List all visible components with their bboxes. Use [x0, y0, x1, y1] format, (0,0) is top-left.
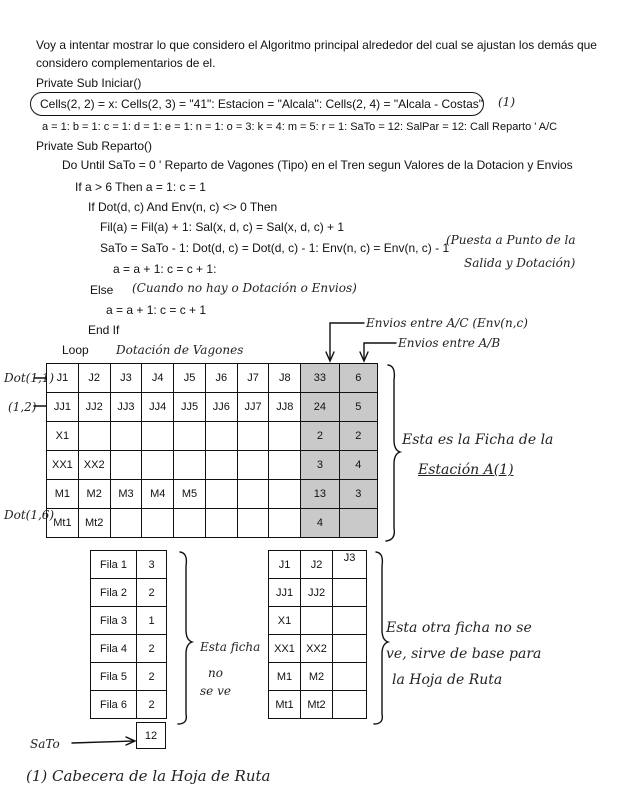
- table-cell: J7: [237, 364, 269, 393]
- table-cell: M1: [269, 663, 301, 691]
- table-cell: JJ1: [269, 579, 301, 607]
- table-cell: J3: [110, 364, 142, 393]
- note-sato: SaTo: [30, 737, 60, 751]
- table-cell: M5: [174, 480, 206, 509]
- code-inc-2: a = a + 1: c = c + 1: [106, 303, 207, 317]
- code-sub-iniciar: Private Sub Iniciar(): [36, 76, 142, 90]
- table-cell: J1: [269, 551, 301, 579]
- table-cell: J6: [205, 364, 237, 393]
- fila-table-brace: [178, 552, 192, 724]
- note-esta-ficha-3: se ve: [200, 684, 231, 698]
- table-cell: JJ4: [142, 393, 174, 422]
- main-table-brace: [386, 365, 400, 541]
- table-cell: XX1: [47, 451, 79, 480]
- table-cell: 5: [339, 393, 377, 422]
- table-cell: M1: [47, 480, 79, 509]
- table-cell: Fila 3: [91, 607, 137, 635]
- note-esta-ficha-1: Esta ficha: [200, 640, 261, 654]
- table-cell: 2: [137, 663, 167, 691]
- table-cell: 1: [137, 607, 167, 635]
- table-cell: 6: [339, 364, 377, 393]
- code-fil: Fil(a) = Fil(a) + 1: Sal(x, d, c) = Sal(x, d, c) + 1: [100, 220, 345, 234]
- table-cell: 3: [301, 451, 339, 480]
- table-cell: 4: [339, 451, 377, 480]
- small-table-brace: [374, 552, 388, 724]
- note-dot-1-2: (1,2): [8, 400, 37, 414]
- note-ficha-2: Estación A(1): [418, 462, 514, 478]
- table-cell: JJ8: [269, 393, 301, 422]
- table-cell: JJ3: [110, 393, 142, 422]
- code-cells: Cells(2, 2) = x: Cells(2, 3) = "41": Estacion = "Alcala": Cells(2, 4) = "Alcala - Costas": [40, 97, 484, 111]
- table-cell: Fila 2: [91, 579, 137, 607]
- table-cell: J1: [47, 364, 79, 393]
- table-cell: 3: [137, 551, 167, 579]
- note-puesta-1: (Puesta a Punto de la: [446, 233, 576, 247]
- table-cell: J8: [269, 364, 301, 393]
- table-cell: M2: [301, 663, 333, 691]
- table-cell: J2: [301, 551, 333, 579]
- intro-line-1: Voy a intentar mostrar lo que considero el Algoritmo principal alrededor del cual se ajustan los demás que: [36, 38, 597, 52]
- table-cell: Fila 5: [91, 663, 137, 691]
- table-cell: J5: [174, 364, 206, 393]
- note-puesta-2: Salida y Dotación): [464, 256, 576, 270]
- table-cell: 2: [339, 422, 377, 451]
- code-loop: Loop: [62, 343, 89, 357]
- envios-ab-arrow-icon: [364, 343, 396, 360]
- table-cell: M3: [110, 480, 142, 509]
- table-cell: J4: [142, 364, 174, 393]
- code-sub-reparto: Private Sub Reparto(): [36, 139, 153, 153]
- table-cell: JJ1: [47, 393, 79, 422]
- table-cell: JJ6: [205, 393, 237, 422]
- table-cell: 2: [137, 635, 167, 663]
- table-cell: 2: [301, 422, 339, 451]
- table-cell: XX2: [78, 451, 110, 480]
- intro-line-2: considero complementarios de el.: [36, 56, 216, 70]
- table-cell: Mt1: [269, 691, 301, 719]
- note-envios-ac: Envios entre A/C (Env(n,c): [366, 316, 528, 330]
- table-cell: Mt2: [78, 509, 110, 538]
- code-if-dot: If Dot(d, c) And Env(n, c) <> 0 Then: [88, 200, 278, 214]
- table-cell: M4: [142, 480, 174, 509]
- code-inc-1: a = a + 1: c = c + 1:: [113, 262, 217, 276]
- table-cell: JJ2: [301, 579, 333, 607]
- table-cell: X1: [47, 422, 79, 451]
- note-cuando: (Cuando no hay o Dotación o Envios): [132, 281, 357, 295]
- note-otra-2: ve, sirve de base para: [386, 646, 542, 662]
- note-cabecera: (1) Cabecera de la Hoja de Ruta: [26, 767, 271, 785]
- table-cell: Fila 4: [91, 635, 137, 663]
- table-cell: 3: [339, 480, 377, 509]
- table-cell: M2: [78, 480, 110, 509]
- note-dot-1-6: Dot(1,6): [4, 508, 55, 522]
- table-cell: 24: [301, 393, 339, 422]
- sato-arrow-icon: [72, 741, 134, 743]
- table-cell: Fila 1: [91, 551, 137, 579]
- table-cell: 2: [137, 579, 167, 607]
- note-dot-1-1: Dot(1,1): [4, 371, 55, 385]
- note-otra-3: la Hoja de Ruta: [392, 672, 503, 688]
- code-do-until: Do Until SaTo = 0 ' Reparto de Vagones (Tipo) en el Tren segun Valores de la Dotacion y Envios: [62, 158, 573, 172]
- note-envios-ab: Envios entre A/B: [398, 336, 501, 350]
- table-cell: J2: [78, 364, 110, 393]
- envios-ac-arrow-icon: [330, 323, 364, 360]
- table-cell: 13: [301, 480, 339, 509]
- code-if-a: If a > 6 Then a = 1: c = 1: [75, 180, 206, 194]
- table-cell: JJ2: [78, 393, 110, 422]
- code-end-if: End If: [88, 323, 120, 337]
- note-mark-1: (1): [498, 95, 515, 109]
- note-ficha-1: Esta es la Ficha de la: [402, 432, 554, 448]
- table-cell: XX1: [269, 635, 301, 663]
- table-cell: JJ7: [237, 393, 269, 422]
- table-cell: JJ5: [174, 393, 206, 422]
- table-cell: 2: [137, 691, 167, 719]
- sato-total-cell: 12: [137, 723, 166, 749]
- note-otra-1: Esta otra ficha no se: [386, 620, 532, 636]
- table-cell: Mt1: [47, 509, 79, 538]
- code-else: Else: [90, 283, 114, 297]
- table-cell: XX2: [301, 635, 333, 663]
- table-cell: J3: [333, 551, 367, 579]
- code-sato: SaTo = SaTo - 1: Dot(d, c) = Dot(d, c) - 1: Env(n, c) = Env(n, c) - 1: [100, 241, 450, 255]
- note-dotacion-vagones: Dotación de Vagones: [116, 343, 244, 357]
- table-cell: X1: [269, 607, 301, 635]
- note-esta-ficha-2: no: [208, 666, 223, 680]
- table-cell: 33: [301, 364, 339, 393]
- table-cell: Mt2: [301, 691, 333, 719]
- table-cell: Fila 6: [91, 691, 137, 719]
- code-init-vars: a = 1: b = 1: c = 1: d = 1: e = 1: n = 1: o = 3: k = 4: m = 5: r = 1: SaTo = 12: SalPar = 12: Call Reparto ' A/C: [42, 121, 558, 133]
- table-cell: 4: [301, 509, 339, 538]
